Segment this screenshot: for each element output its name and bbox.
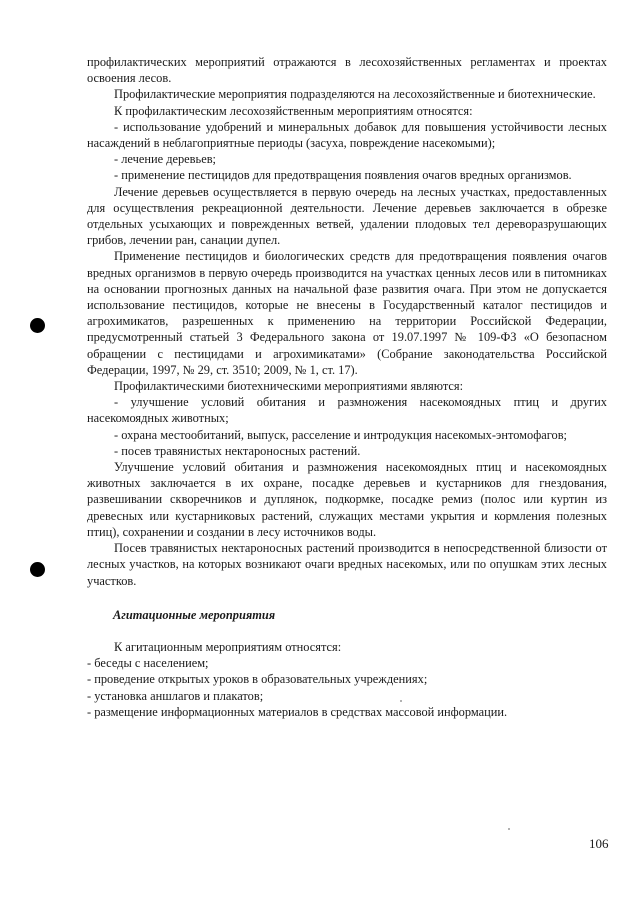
paragraph: Профилактическими биотехническими мероприятиями являются: [114, 379, 464, 394]
paragraph: профилактических мероприятий отражаются в лесохозяйственных регламентах и проектах освоения лесов. [87, 55, 607, 86]
paragraph: К профилактическим лесохозяйственным мероприятиям относятся: [114, 103, 473, 118]
paragraph: Улучшение условий обитания и размножения насекомоядных птиц и насекомоядных животных заключается в их охране, посадке деревьев и кустарников для гнездования, развешивании скворечников и дуплянок, подкормке, посадке ремиз (полос или куртин из древесных или кустарниковых растений, служащих местами укрытия и кормления полезных птиц), сохранении и создании в лесу источников воды. [87, 460, 607, 539]
list-item: - использование удобрений и минеральных добавок для повышения устойчивости лесных насаждений в неблагоприятные периоды (засуха, повреждение насекомыми); [87, 119, 607, 151]
paragraph: К агитационным мероприятиям относятся: [114, 639, 342, 654]
paragraph: Профилактические мероприятия подразделяются на лесохозяйственные и биотехнические. [114, 87, 596, 102]
list-item: - беседы с населением; [87, 656, 209, 671]
list-item: - лечение деревьев; [114, 152, 216, 167]
list-item: - посев травянистых нектароносных растений. [114, 443, 361, 458]
binder-hole-mark [30, 318, 45, 333]
list-item: - проведение открытых уроков в образовательных учреждениях; [87, 672, 428, 687]
binder-hole-mark [30, 562, 45, 577]
section-heading: Агитационные мероприятия [113, 607, 276, 622]
paragraph: Лечение деревьев осуществляется в первую очередь на лесных участках, предоставленных для осуществления рекреационной деятельности. Лечение деревьев заключается в обрезке отдельных усыхающих и поврежденных ветвей, удалении плодовых тел дереворазрушающих грибов, лечении ран, санации дупел. [87, 184, 607, 248]
list-item: - применение пестицидов для предотвращения появления очагов вредных организмов. [114, 168, 572, 183]
scan-speck [508, 828, 510, 830]
page-number: 106 [589, 836, 609, 851]
document-page [87, 54, 607, 720]
list-item: - установка аншлагов и плакатов; [87, 688, 264, 703]
paragraph: Применение пестицидов и биологических средств для предотвращения появления очагов вредных организмов в первую очередь производится на участках ценных лесов или в питомниках на основании прогнозных данных на начальной фазе развития очага. При этом не допускается использование пестицидов, которые не внесены в Государственный каталог пестицидов и агрохимикатов, разрешенных к применению на территории Российской Федерации, предусмотренный статьей 3 Федерального закона от 19.07.1997 № 109-ФЗ «О безопасном обращении с пестицидами и агрохимикатами» (Собрание законодательства Российской Федерации, 1997, № 29, ст. 3510; 2009, № 1, ст. 17). [87, 249, 607, 377]
list-item: - охрана местообитаний, выпуск, расселение и интродукция насекомых-энтомофагов; [114, 427, 567, 442]
list-item: - улучшение условий обитания и размножения насекомоядных птиц и других насекомоядных животных; [87, 395, 607, 426]
paragraph: Посев травянистых нектароносных растений производится в непосредственной близости от лесных участков, на которых возникают очаги вредных насекомых, или по опушкам этих лесных участков. [87, 541, 607, 588]
list-item: - размещение информационных материалов в средствах массовой информации. [87, 704, 508, 719]
